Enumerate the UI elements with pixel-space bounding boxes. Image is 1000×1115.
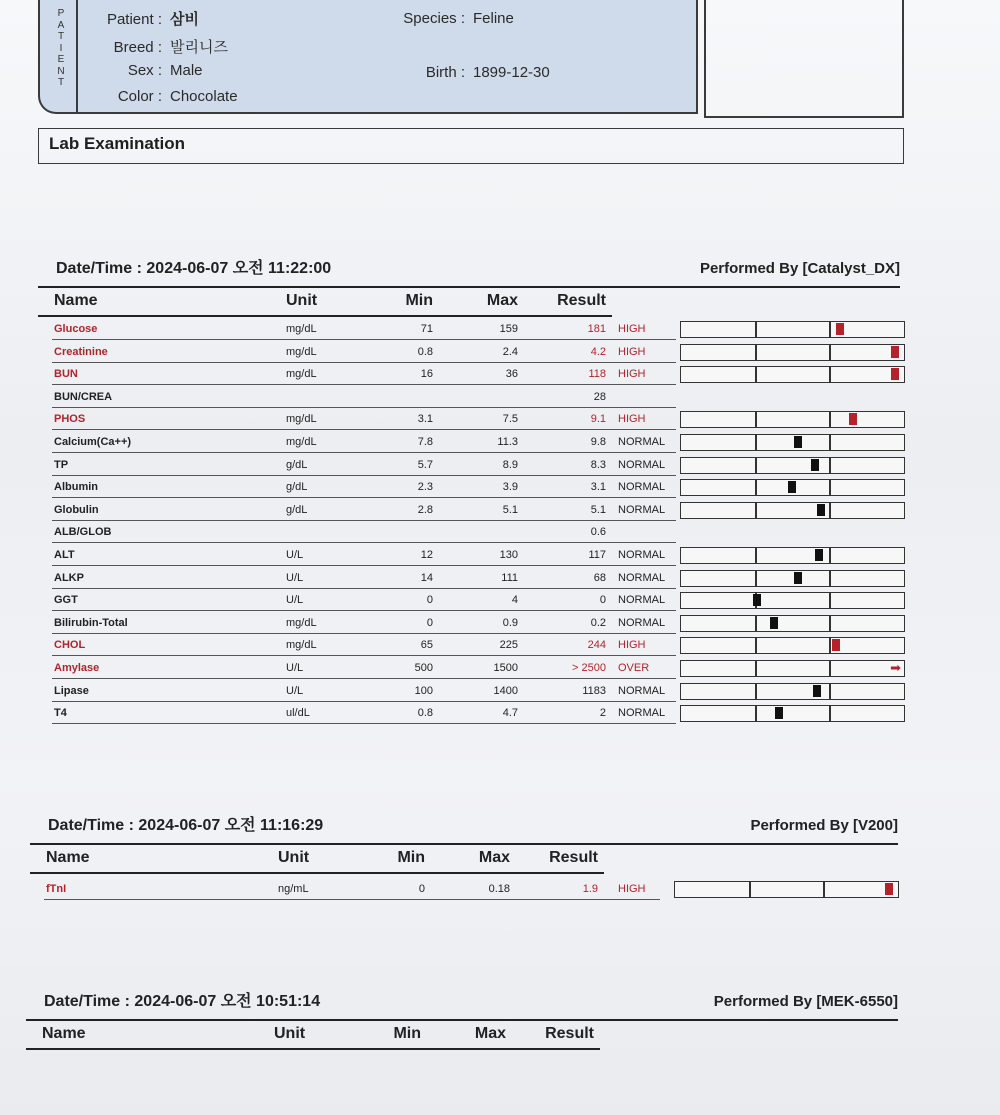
range-bar bbox=[680, 457, 905, 474]
range-bar-marker bbox=[788, 481, 796, 493]
cell-name: Albumin bbox=[54, 481, 98, 494]
range-bar-divider bbox=[755, 367, 757, 382]
performed-by: Performed By [Catalyst_DX] bbox=[699, 260, 900, 277]
cell-result: 2 bbox=[599, 707, 606, 720]
cell-unit: U/L bbox=[286, 662, 304, 674]
range-bar-divider bbox=[755, 503, 757, 518]
row-underline bbox=[52, 339, 676, 340]
row-underline bbox=[52, 701, 676, 702]
header-rule bbox=[30, 872, 604, 874]
cell-flag: HIGH bbox=[618, 413, 646, 426]
cell-max: 111 bbox=[501, 571, 518, 584]
cell-unit: U/L bbox=[286, 684, 304, 697]
range-bar-divider bbox=[829, 706, 831, 721]
section-top-rule bbox=[26, 1019, 898, 1021]
cell-result: 28 bbox=[593, 390, 606, 403]
range-bar bbox=[680, 434, 905, 451]
cell-name: ALT bbox=[54, 549, 75, 561]
range-bar-divider bbox=[829, 548, 831, 563]
cell-result: 68 bbox=[593, 571, 606, 584]
cell-unit: U/L bbox=[286, 571, 304, 584]
range-bar-divider bbox=[755, 322, 757, 337]
cell-unit: mg/dL bbox=[286, 436, 317, 448]
patient-vertical-label bbox=[56, 8, 66, 89]
cell-unit: mg/dL bbox=[286, 368, 317, 381]
cell-min: 0.8 bbox=[417, 707, 433, 720]
range-bar-divider bbox=[829, 571, 831, 586]
range-bar bbox=[680, 366, 905, 383]
range-bar-divider bbox=[829, 661, 831, 676]
range-bar-divider bbox=[755, 548, 757, 563]
patient-vertical-letter: T bbox=[57, 31, 65, 42]
cell-name: Calcium(Ca++) bbox=[54, 436, 132, 448]
range-bar-divider bbox=[755, 684, 757, 699]
cell-result: 118 bbox=[588, 368, 606, 381]
row-underline bbox=[52, 475, 676, 476]
range-bar-divider bbox=[829, 684, 831, 699]
cell-flag: HIGH bbox=[618, 639, 646, 652]
column-header-max: Max bbox=[478, 849, 510, 866]
cell-min: 71 bbox=[420, 323, 433, 335]
range-bar bbox=[680, 479, 905, 496]
cell-result: 0.6 bbox=[590, 526, 606, 539]
cell-name: Lipase bbox=[54, 684, 89, 697]
column-header-name: Name bbox=[42, 1025, 86, 1042]
cell-max: 7.5 bbox=[502, 413, 518, 426]
cell-flag: NORMAL bbox=[618, 549, 666, 561]
cell-min: 14 bbox=[420, 571, 433, 584]
range-bar-divider bbox=[755, 571, 757, 586]
range-bar bbox=[680, 547, 905, 564]
range-bar-divider bbox=[829, 435, 831, 450]
range-bar bbox=[680, 570, 905, 587]
row-underline bbox=[52, 655, 676, 656]
range-bar-marker bbox=[775, 707, 783, 719]
cell-min: 5.7 bbox=[417, 458, 433, 471]
header-rule bbox=[38, 315, 612, 317]
cell-name: BUN/CREA bbox=[54, 390, 113, 403]
sex-field: Sex : Male bbox=[127, 62, 203, 79]
range-bar bbox=[680, 321, 905, 338]
cell-min: 16 bbox=[420, 368, 433, 381]
cell-result: 1183 bbox=[582, 684, 606, 697]
column-header-min: Min bbox=[405, 292, 433, 309]
cell-max: 1400 bbox=[493, 684, 518, 697]
range-bar-divider bbox=[755, 412, 757, 427]
range-bar-divider bbox=[829, 345, 831, 360]
cell-name: Globulin bbox=[54, 503, 99, 516]
cell-name: BUN bbox=[54, 368, 78, 381]
species-field: Species : Feline bbox=[403, 10, 514, 27]
range-bar-marker bbox=[891, 368, 899, 380]
cell-name: PHOS bbox=[54, 413, 86, 426]
range-bar bbox=[680, 592, 905, 609]
row-underline bbox=[52, 678, 676, 679]
over-arrow-icon: ➡ bbox=[890, 660, 901, 675]
cell-unit: mg/dL bbox=[286, 616, 317, 629]
patient-vertical-letter: E bbox=[57, 54, 65, 65]
cell-flag: HIGH bbox=[618, 345, 646, 358]
range-bar-divider bbox=[755, 616, 757, 631]
row-underline bbox=[52, 497, 676, 498]
cell-max: 11.3 bbox=[497, 436, 518, 448]
cell-unit: mg/dL bbox=[286, 345, 317, 358]
patient-vertical-letter: P bbox=[57, 8, 65, 19]
range-bar-marker bbox=[794, 572, 802, 584]
range-bar-divider bbox=[755, 345, 757, 360]
cell-unit: g/dL bbox=[286, 481, 308, 494]
cell-max: 36 bbox=[505, 368, 518, 381]
cell-name: fTnI bbox=[46, 883, 67, 895]
cell-result: 244 bbox=[587, 639, 606, 652]
row-underline bbox=[52, 429, 676, 430]
row-underline bbox=[52, 723, 676, 724]
range-bar-divider bbox=[829, 458, 831, 473]
cell-max: 159 bbox=[499, 323, 518, 335]
range-bar-divider bbox=[755, 706, 757, 721]
cell-result: 5.1 bbox=[590, 503, 606, 516]
range-bar bbox=[680, 615, 905, 632]
column-header-result: Result bbox=[545, 1025, 594, 1042]
range-bar-marker bbox=[885, 883, 893, 895]
cell-flag: NORMAL bbox=[618, 684, 666, 697]
patient-name-field: Patient : 삼비 bbox=[106, 11, 199, 28]
cell-min: 100 bbox=[414, 684, 433, 697]
range-bar bbox=[680, 637, 905, 654]
section-datetime: Date/Time : 2024-06-07 오전 11:22:00 bbox=[56, 260, 332, 277]
cell-result: 9.1 bbox=[590, 413, 606, 426]
section-top-rule bbox=[30, 843, 898, 845]
column-header-max: Max bbox=[486, 292, 518, 309]
color-field: Color : Chocolate bbox=[117, 88, 238, 105]
cell-name: Amylase bbox=[54, 662, 100, 674]
cell-min: 12 bbox=[420, 549, 433, 561]
cell-min: 65 bbox=[420, 639, 433, 652]
range-bar-divider bbox=[829, 322, 831, 337]
cell-result: 8.3 bbox=[590, 458, 606, 471]
range-bar-marker bbox=[832, 639, 840, 651]
column-header-min: Min bbox=[393, 1025, 421, 1042]
range-bar-divider bbox=[829, 593, 831, 608]
cell-flag: NORMAL bbox=[618, 594, 666, 607]
column-header-unit: Unit bbox=[278, 849, 310, 866]
cell-max: 8.9 bbox=[502, 458, 518, 471]
cell-min: 500 bbox=[414, 662, 433, 674]
cell-min: 3.1 bbox=[417, 413, 433, 426]
cell-name: Bilirubin-Total bbox=[54, 616, 128, 629]
cell-flag: NORMAL bbox=[618, 571, 666, 584]
range-bar bbox=[680, 660, 905, 677]
cell-result: 4.2 bbox=[590, 345, 606, 358]
range-bar-marker bbox=[770, 617, 778, 629]
range-bar-marker bbox=[815, 549, 823, 561]
cell-max: 0.18 bbox=[488, 883, 510, 895]
cell-result: 1.9 bbox=[582, 883, 598, 895]
row-underline bbox=[52, 384, 676, 385]
cell-name: CHOL bbox=[54, 639, 86, 652]
row-underline bbox=[52, 565, 676, 566]
cell-unit: ng/mL bbox=[278, 883, 309, 895]
cell-max: 130 bbox=[499, 549, 518, 561]
column-header-min: Min bbox=[397, 849, 425, 866]
cell-max: 4 bbox=[511, 594, 518, 607]
column-header-unit: Unit bbox=[286, 292, 318, 309]
row-underline bbox=[52, 610, 676, 611]
range-bar-divider bbox=[755, 638, 757, 653]
cell-flag: HIGH bbox=[618, 323, 646, 335]
cell-unit: mg/dL bbox=[286, 413, 317, 426]
range-bar-divider bbox=[829, 367, 831, 382]
section-datetime: Date/Time : 2024-06-07 오전 11:16:29 bbox=[48, 817, 324, 834]
cell-name: Creatinine bbox=[54, 345, 108, 358]
cell-unit: U/L bbox=[286, 594, 304, 607]
range-bar-marker bbox=[836, 323, 844, 335]
range-bar-divider bbox=[755, 435, 757, 450]
range-bar-divider bbox=[823, 882, 825, 897]
cell-result: 117 bbox=[588, 549, 606, 561]
cell-result: 9.8 bbox=[590, 436, 606, 448]
cell-unit: mg/dL bbox=[286, 639, 317, 652]
range-bar-divider bbox=[829, 480, 831, 495]
cell-max: 4.7 bbox=[502, 707, 518, 720]
cell-flag: NORMAL bbox=[618, 503, 666, 516]
range-bar bbox=[680, 411, 905, 428]
cell-max: 3.9 bbox=[502, 481, 518, 494]
cell-result: > 2500 bbox=[572, 662, 606, 674]
lab-examination-title: Lab Examination bbox=[38, 128, 904, 164]
patient-vertical-letter: T bbox=[57, 77, 65, 88]
row-underline bbox=[52, 633, 676, 634]
cell-unit: U/L bbox=[286, 549, 304, 561]
cell-min: 0 bbox=[426, 594, 433, 607]
range-bar bbox=[680, 683, 905, 700]
cell-min: 2.8 bbox=[417, 503, 433, 516]
cell-flag: NORMAL bbox=[618, 436, 666, 448]
cell-max: 225 bbox=[499, 639, 518, 652]
cell-min: 2.3 bbox=[417, 481, 433, 494]
range-bar-divider bbox=[829, 638, 831, 653]
range-bar-marker bbox=[849, 413, 857, 425]
range-bar bbox=[680, 705, 905, 722]
cell-unit: mg/dL bbox=[286, 323, 317, 335]
range-bar-marker bbox=[753, 594, 761, 606]
cell-flag: OVER bbox=[618, 662, 650, 674]
cell-result: 3.1 bbox=[590, 481, 606, 494]
cell-flag: HIGH bbox=[618, 883, 646, 895]
column-header-unit: Unit bbox=[274, 1025, 306, 1042]
range-bar-marker bbox=[794, 436, 802, 448]
range-bar-divider bbox=[755, 661, 757, 676]
header-rule bbox=[26, 1048, 600, 1050]
cell-flag: HIGH bbox=[618, 368, 646, 381]
range-bar bbox=[680, 344, 905, 361]
range-bar-divider bbox=[829, 616, 831, 631]
breed-field: Breed : 발리니즈 bbox=[113, 39, 228, 56]
cell-flag: NORMAL bbox=[618, 616, 666, 629]
cell-result: 181 bbox=[587, 323, 606, 335]
range-bar-divider bbox=[755, 458, 757, 473]
range-bar-marker bbox=[811, 459, 819, 471]
performed-by: Performed By [MEK-6550] bbox=[713, 993, 898, 1010]
row-underline bbox=[52, 452, 676, 453]
cell-name: ALB/GLOB bbox=[54, 526, 112, 539]
range-bar-divider bbox=[829, 503, 831, 518]
patient-info-box bbox=[38, 0, 698, 114]
cell-max: 0.9 bbox=[502, 616, 518, 629]
column-header-result: Result bbox=[557, 292, 606, 309]
column-header-name: Name bbox=[54, 292, 98, 309]
row-underline bbox=[52, 542, 676, 543]
patient-vertical-letter: N bbox=[57, 65, 65, 77]
cell-min: 0 bbox=[426, 616, 433, 629]
birth-field: Birth : 1899-12-30 bbox=[425, 64, 550, 81]
column-header-result: Result bbox=[549, 849, 598, 866]
row-underline bbox=[52, 362, 676, 363]
range-bar-marker bbox=[891, 346, 899, 358]
cell-unit: g/dL bbox=[286, 458, 308, 471]
cell-min: 0 bbox=[418, 883, 425, 895]
cell-name: Glucose bbox=[54, 323, 98, 335]
row-underline bbox=[52, 520, 676, 521]
patient-vertical-letter: A bbox=[57, 19, 65, 31]
performed-by: Performed By [V200] bbox=[750, 817, 898, 834]
cell-name: ALKP bbox=[54, 571, 84, 584]
range-bar-divider bbox=[755, 480, 757, 495]
section-top-rule bbox=[38, 286, 900, 288]
range-bar-divider bbox=[749, 882, 751, 897]
side-box bbox=[704, 0, 904, 118]
row-underline bbox=[44, 899, 660, 900]
cell-name: TP bbox=[54, 458, 69, 471]
cell-max: 2.4 bbox=[502, 345, 518, 358]
cell-name: GGT bbox=[54, 594, 78, 607]
cell-result: 0 bbox=[599, 594, 606, 607]
section-datetime: Date/Time : 2024-06-07 오전 10:51:14 bbox=[44, 993, 321, 1010]
range-bar bbox=[674, 881, 899, 898]
cell-flag: NORMAL bbox=[618, 458, 666, 471]
row-underline bbox=[52, 588, 676, 589]
column-header-max: Max bbox=[474, 1025, 506, 1042]
column-header-name: Name bbox=[46, 849, 90, 866]
cell-unit: ul/dL bbox=[286, 707, 310, 720]
range-bar-marker bbox=[817, 504, 825, 516]
cell-flag: NORMAL bbox=[618, 707, 666, 720]
cell-result: 0.2 bbox=[590, 616, 606, 629]
range-bar-marker bbox=[813, 685, 821, 697]
cell-unit: g/dL bbox=[286, 503, 308, 516]
cell-max: 1500 bbox=[493, 662, 518, 674]
cell-max: 5.1 bbox=[502, 503, 518, 516]
range-bar-divider bbox=[829, 412, 831, 427]
cell-min: 7.8 bbox=[417, 436, 433, 448]
patient-vertical-letter: I bbox=[59, 42, 63, 54]
cell-flag: NORMAL bbox=[618, 481, 666, 494]
cell-min: 0.8 bbox=[417, 345, 433, 358]
range-bar bbox=[680, 502, 905, 519]
row-underline bbox=[52, 407, 676, 408]
cell-name: T4 bbox=[54, 707, 67, 720]
